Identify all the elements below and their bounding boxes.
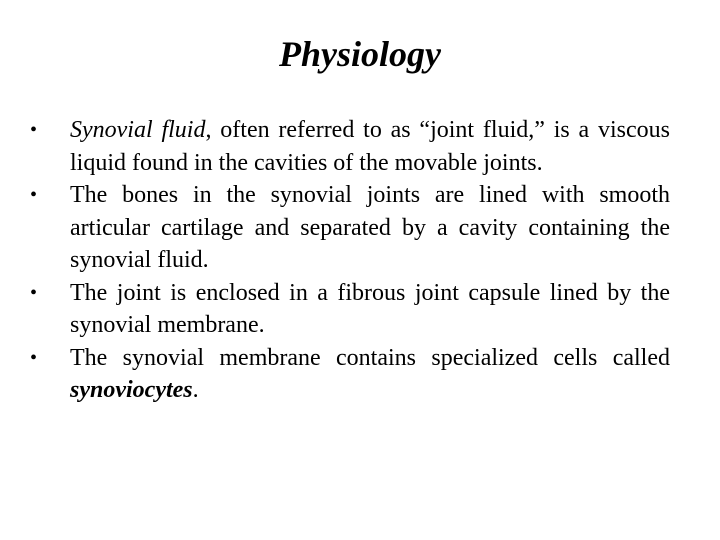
bullet-dot-icon: • — [30, 281, 38, 304]
bullet-item — [30, 342, 670, 407]
bullet-text: The joint is enclosed in a fibrous joint capsule lined by the synovial membrane. — [70, 279, 670, 338]
term-synoviocytes: synoviocytes — [70, 377, 193, 403]
bullet-dot-icon: • — [30, 346, 38, 369]
bullet-item — [30, 179, 670, 277]
bullet-text: The bones in the synovial joints are lined with smooth articular cartilage and separated by a cavity containing the synovial fluid. — [70, 182, 670, 273]
bullet-text-end: . — [192, 377, 199, 403]
bullet-item — [30, 277, 670, 342]
bullet-item — [30, 114, 670, 179]
bullet-list — [30, 114, 670, 407]
bullet-text: The synovial membrane contains specialized cells called — [70, 344, 670, 371]
bullet-text: , often referred to as “joint fluid,” is a viscous liquid found in the cavities of the movable joints. — [70, 117, 670, 176]
term-synovial-fluid: Synovial fluid — [70, 117, 206, 143]
bullet-dot-icon: • — [30, 119, 38, 141]
bullet-dot-icon: • — [30, 184, 38, 206]
slide-title: Physiology — [279, 34, 441, 74]
